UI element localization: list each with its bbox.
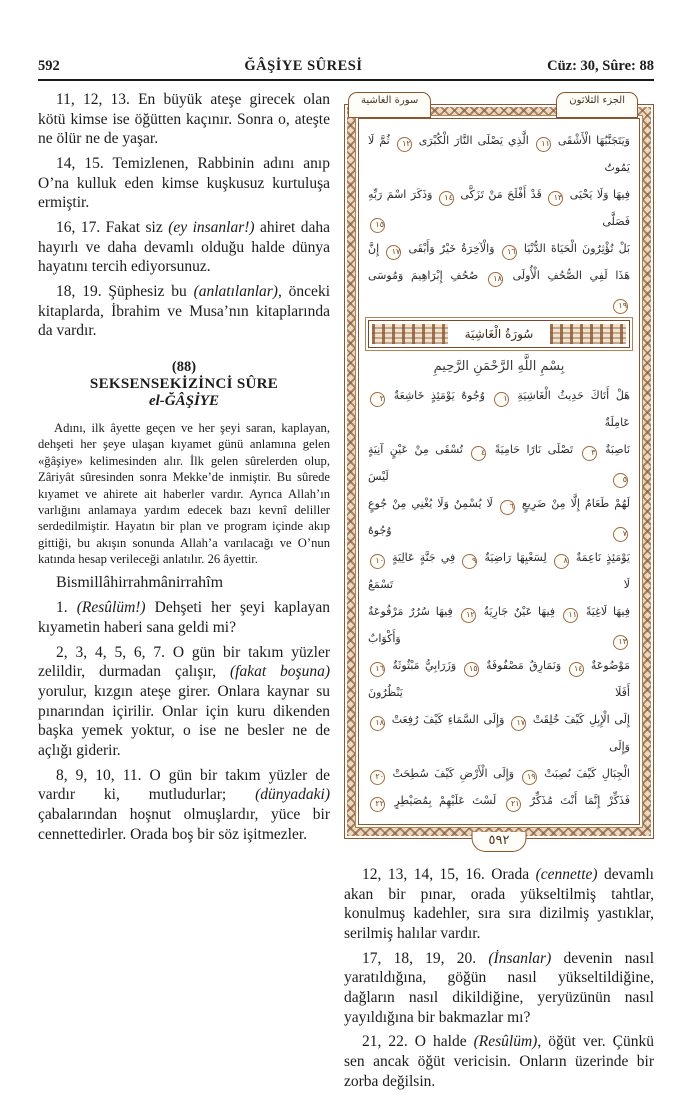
surah-name-line: SEKSENSEKİZİNCİ SÛRE bbox=[89, 376, 279, 393]
verse-paragraph-16-17: 16, 17. Fakat siz (ey insanlar!) ahiret daha hayırlı ve daha devamlı olduğu halde dünya hayatını tercih ediyorsunuz. bbox=[38, 219, 331, 276]
content-columns bbox=[38, 90, 654, 1096]
ornamental-border-band bbox=[347, 107, 651, 836]
ayah-number-medallion: ١٩ bbox=[613, 299, 628, 314]
surah-title-header: ĞÂŞİYE SÛRESİ bbox=[244, 58, 363, 74]
surah-tab: سورة الغاشية bbox=[348, 92, 431, 118]
page-header bbox=[38, 58, 654, 81]
surah-name-arabic-transliteration: el-ĞÂŞİYE bbox=[148, 393, 219, 410]
page-number: 592 bbox=[38, 58, 60, 74]
quran-lines-top bbox=[368, 127, 630, 316]
ayah-number-medallion: ١١ bbox=[536, 137, 551, 152]
ayah-number-medallion: ١٥ bbox=[370, 218, 385, 233]
translation-column bbox=[38, 90, 330, 1096]
quran-line: فِيهَا وَلَا يَحْيَى ١٣ قَدْ أَفْلَحَ مَنْ تَزَكَّى ١٤ وَذَكَرَ اسْمَ رَبِّهِ فَصَلَّى ١٥ bbox=[368, 181, 630, 235]
band-ornament-left-icon bbox=[372, 324, 448, 344]
ayah-number-medallion: ٢ bbox=[370, 392, 385, 407]
ornamental-border-outer bbox=[344, 104, 654, 839]
verse-paragraph-14-15: 14, 15. Temizlenen, Rabbinin adını anıp O’na kulluk eden kimse kuşkusuz kurtuluşa ermiştir. bbox=[38, 155, 330, 212]
ayah-number-medallion: ١٠ bbox=[370, 554, 385, 569]
quran-text-area bbox=[358, 118, 640, 825]
ayah-number-medallion: ١٣ bbox=[613, 635, 628, 650]
quran-page-frame bbox=[344, 95, 654, 848]
arabic-column bbox=[344, 90, 654, 1096]
ayah-number-medallion: ١٤ bbox=[569, 662, 584, 677]
ayah-number-medallion: ١٧ bbox=[386, 245, 401, 260]
verse-paragraph-11-13: 11, 12, 13. En büyük ateşe girecek olan kötü kimse ise öğütten kaçınır. Sonra o, ateşte ne ölür ne de yaşar. bbox=[38, 91, 330, 148]
quran-line: فَذَكِّرْ إِنَّمَا أَنْتَ مُذَكِّرٌ ٢١ لَسْتَ عَلَيْهِمْ بِمُصَيْطِرٍ ٢٢ bbox=[368, 787, 630, 814]
juz-tab: الجزء الثلاثون bbox=[556, 92, 638, 118]
surah-introduction: Adını, ilk âyette geçen ve her şeyi saran, kaplayan, dehşeti her şeye ulaşan kıyamet günü anlamına gelen «ğâşiye» kelimesinden alır. İlk gelen sûrelerden olup, Zâriyât sûresinden sonra Mekke’de inmiştir. Bu sûrede kıyamet ve ahirete ait haberler vardır. Ayrıca Allah’ın varlığını anlamaya yardım edecek bazı kevnî deliller serdedilmiştir. Hayatın bir plan ve program içinde akıp gittiği, bu akışın sonunda Allah’a varılacağı ve O’nun katında hesap verileceği anlatılır. 26 âyettir. bbox=[38, 421, 330, 566]
ayah-number-medallion: ١٨ bbox=[488, 272, 503, 287]
ayah-number-medallion: ١٦ bbox=[502, 245, 517, 260]
quran-line: يَوْمَئِذٍ نَاعِمَةٌ ٨ لِسَعْيِهَا رَاضِيَةٌ ٩ فِي جَنَّةٍ عَالِيَةٍ ١٠ لَا تَسْمَعُ bbox=[368, 551, 630, 591]
ayah-number-medallion: ٩ bbox=[462, 554, 477, 569]
quran-line: الْجِبَالِ كَيْفَ نُصِبَتْ ١٩ وَإِلَى الْأَرْضِ كَيْفَ سُطِحَتْ ٢٠ bbox=[368, 760, 630, 787]
surah-title-arabic: سُورَةُ الْغَاشِيَة bbox=[464, 327, 534, 341]
bismillah-turkish: Bismillâhirrahmânirrahîm bbox=[56, 574, 224, 592]
verse-paragraph-2-7: 2, 3, 4, 5, 6, 7. O gün bir takım yüzler zelildir, durmadan çalışır, (fakat boşuna) yorulur, kızgın ateşe girer. Onlara kaynar su pınarından içirilir. Onlar için kuru dikenden başka yemek yoktur, o ise ne besler ne de açlığı giderir. bbox=[38, 643, 330, 759]
mushaf-page-number: ٥٩٢ bbox=[472, 832, 527, 852]
ayah-number-medallion: ١٩ bbox=[522, 770, 537, 785]
ayah-number-medallion: ٢٠ bbox=[370, 770, 385, 785]
quran-lines-bottom bbox=[368, 382, 630, 814]
verse-paragraph-18-19: 18, 19. Şüphesiz bu (anlatılanlar), önceki kitaplarda, İbrahim ve Musa’nın kitaplarında da vardır. bbox=[38, 283, 330, 340]
quran-line: مَوْضُوعَةٌ ١٤ وَنَمَارِقُ مَصْفُوفَةٌ ١٥ وَزَرَابِيُّ مَبْثُوثَةٌ ١٦ أَفَلَا يَنْظُرُونَ bbox=[368, 659, 630, 699]
ayah-number-medallion: ٢٢ bbox=[370, 797, 385, 812]
verse-paragraph-17-20: 17, 18, 19, 20. (İnsanlar) devenin nasıl yaratıldığına, göğün nasıl yükseltildiğine, dağların nasıl dikildiğine, yeryüzünün nasıl yayıldığına bir bakmazlar mı? bbox=[344, 949, 655, 1026]
ayah-number-medallion: ١ bbox=[494, 392, 509, 407]
ayah-number-medallion: ٧ bbox=[613, 527, 628, 542]
verse-paragraph-12-16: 12, 13, 14, 15, 16. Orada (cennette) devamlı akan bir pınar, orada yükseltilmiş tahtlar, konulmuş kadehler, sıra sıra dizilmiş yastıklar, serilmiş halılar vardır. bbox=[344, 866, 654, 943]
bismillah-calligraphy: بِسْمِ اللَّهِ الرَّحْمَنِ الرَّحِيمِ bbox=[433, 359, 565, 374]
ayah-number-medallion: ١٧ bbox=[511, 716, 526, 731]
surah-number: (88) bbox=[171, 359, 197, 376]
ayah-number-medallion: ١٤ bbox=[439, 191, 454, 206]
ayah-number-medallion: ١٦ bbox=[370, 662, 385, 677]
quran-line: هَلْ أَتَاكَ حَدِيثُ الْغَاشِيَةِ ١ وُجُوهٌ يَوْمَئِذٍ خَاشِعَةٌ ٢ عَامِلَةٌ bbox=[368, 382, 630, 436]
quran-line: هَذَا لَفِي الصُّحُفِ الْأُولَى ١٨ صُحُفِ إِبْرَاهِيمَ وَمُوسَى ١٩ bbox=[368, 262, 630, 316]
ayah-number-medallion: ١٥ bbox=[464, 662, 479, 677]
ayah-number-medallion: ١٢ bbox=[397, 137, 412, 152]
verse-paragraph-8-11: 8, 9, 10, 11. O gün bir takım yüzler de vardır ki, mutludurlar; (dünyadaki) çabalarından hoşnut olmuşlardır, yüce bir cennettedirler. Orada boş bir söz işitmezler. bbox=[38, 766, 330, 843]
quran-line: وَيَتَجَنَّبُهَا الْأَشْقَى ١١ الَّذِي يَصْلَى النَّارَ الْكُبْرَى ١٢ ثُمَّ لَا يَمُوتُ bbox=[368, 134, 630, 174]
ayah-number-medallion: ٢١ bbox=[506, 797, 521, 812]
juz-info: Cüz: 30, Sûre: 88 bbox=[547, 58, 654, 74]
ayah-number-medallion: ٤ bbox=[471, 446, 486, 461]
quran-line: فِيهَا لَاغِيَةً ١١ فِيهَا عَيْنٌ جَارِيَةٌ ١٢ فِيهَا سُرُرٌ مَرْفُوعَةٌ ١٣ وَأَكْوَابٌ bbox=[368, 598, 630, 652]
quran-line: إِلَى الْإِبِلِ كَيْفَ خُلِقَتْ ١٧ وَإِلَى السَّمَاءِ كَيْفَ رُفِعَتْ ١٨ وَإِلَى bbox=[368, 706, 630, 760]
surah-title-band bbox=[368, 320, 630, 348]
ayah-number-medallion: ٦ bbox=[500, 500, 515, 515]
quran-line: بَلْ تُؤْثِرُونَ الْحَيَاةَ الدُّنْيَا ١٦ وَالْآخِرَةُ خَيْرٌ وَأَبْقَى ١٧ إِنَّ bbox=[368, 235, 630, 262]
verse-paragraph-21-22: 21, 22. O halde (Resûlüm), öğüt ver. Çünkü sen ancak öğüt vericisin. Onların üzerinde bir zorba değilsin. bbox=[344, 1033, 654, 1090]
ayah-number-medallion: ١٢ bbox=[461, 608, 476, 623]
ayah-number-medallion: ٥ bbox=[613, 473, 628, 488]
ayah-number-medallion: ١٣ bbox=[548, 191, 563, 206]
ayah-number-medallion: ٣ bbox=[582, 446, 597, 461]
ayah-number-medallion: ١١ bbox=[563, 608, 578, 623]
surah-heading bbox=[38, 359, 330, 410]
ayah-number-medallion: ١٨ bbox=[370, 716, 385, 731]
quran-line: لَهُمْ طَعَامٌ إِلَّا مِنْ ضَرِيعٍ ٦ لَا يُسْمِنُ وَلَا يُغْنِي مِنْ جُوعٍ ٧ وُجُوهٌ bbox=[368, 490, 630, 544]
band-ornament-right-icon bbox=[550, 324, 626, 344]
verse-paragraph-1: 1. (Resûlüm!) Dehşeti her şeyi kaplayan kıyametin haberi sana geldi mi? bbox=[38, 599, 330, 636]
ayah-number-medallion: ٨ bbox=[554, 554, 569, 569]
quran-line: نَاصِبَةٌ ٣ تَصْلَى نَارًا حَامِيَةً ٤ تُسْقَى مِنْ عَيْنٍ آنِيَةٍ ٥ لَيْسَ bbox=[368, 436, 630, 490]
